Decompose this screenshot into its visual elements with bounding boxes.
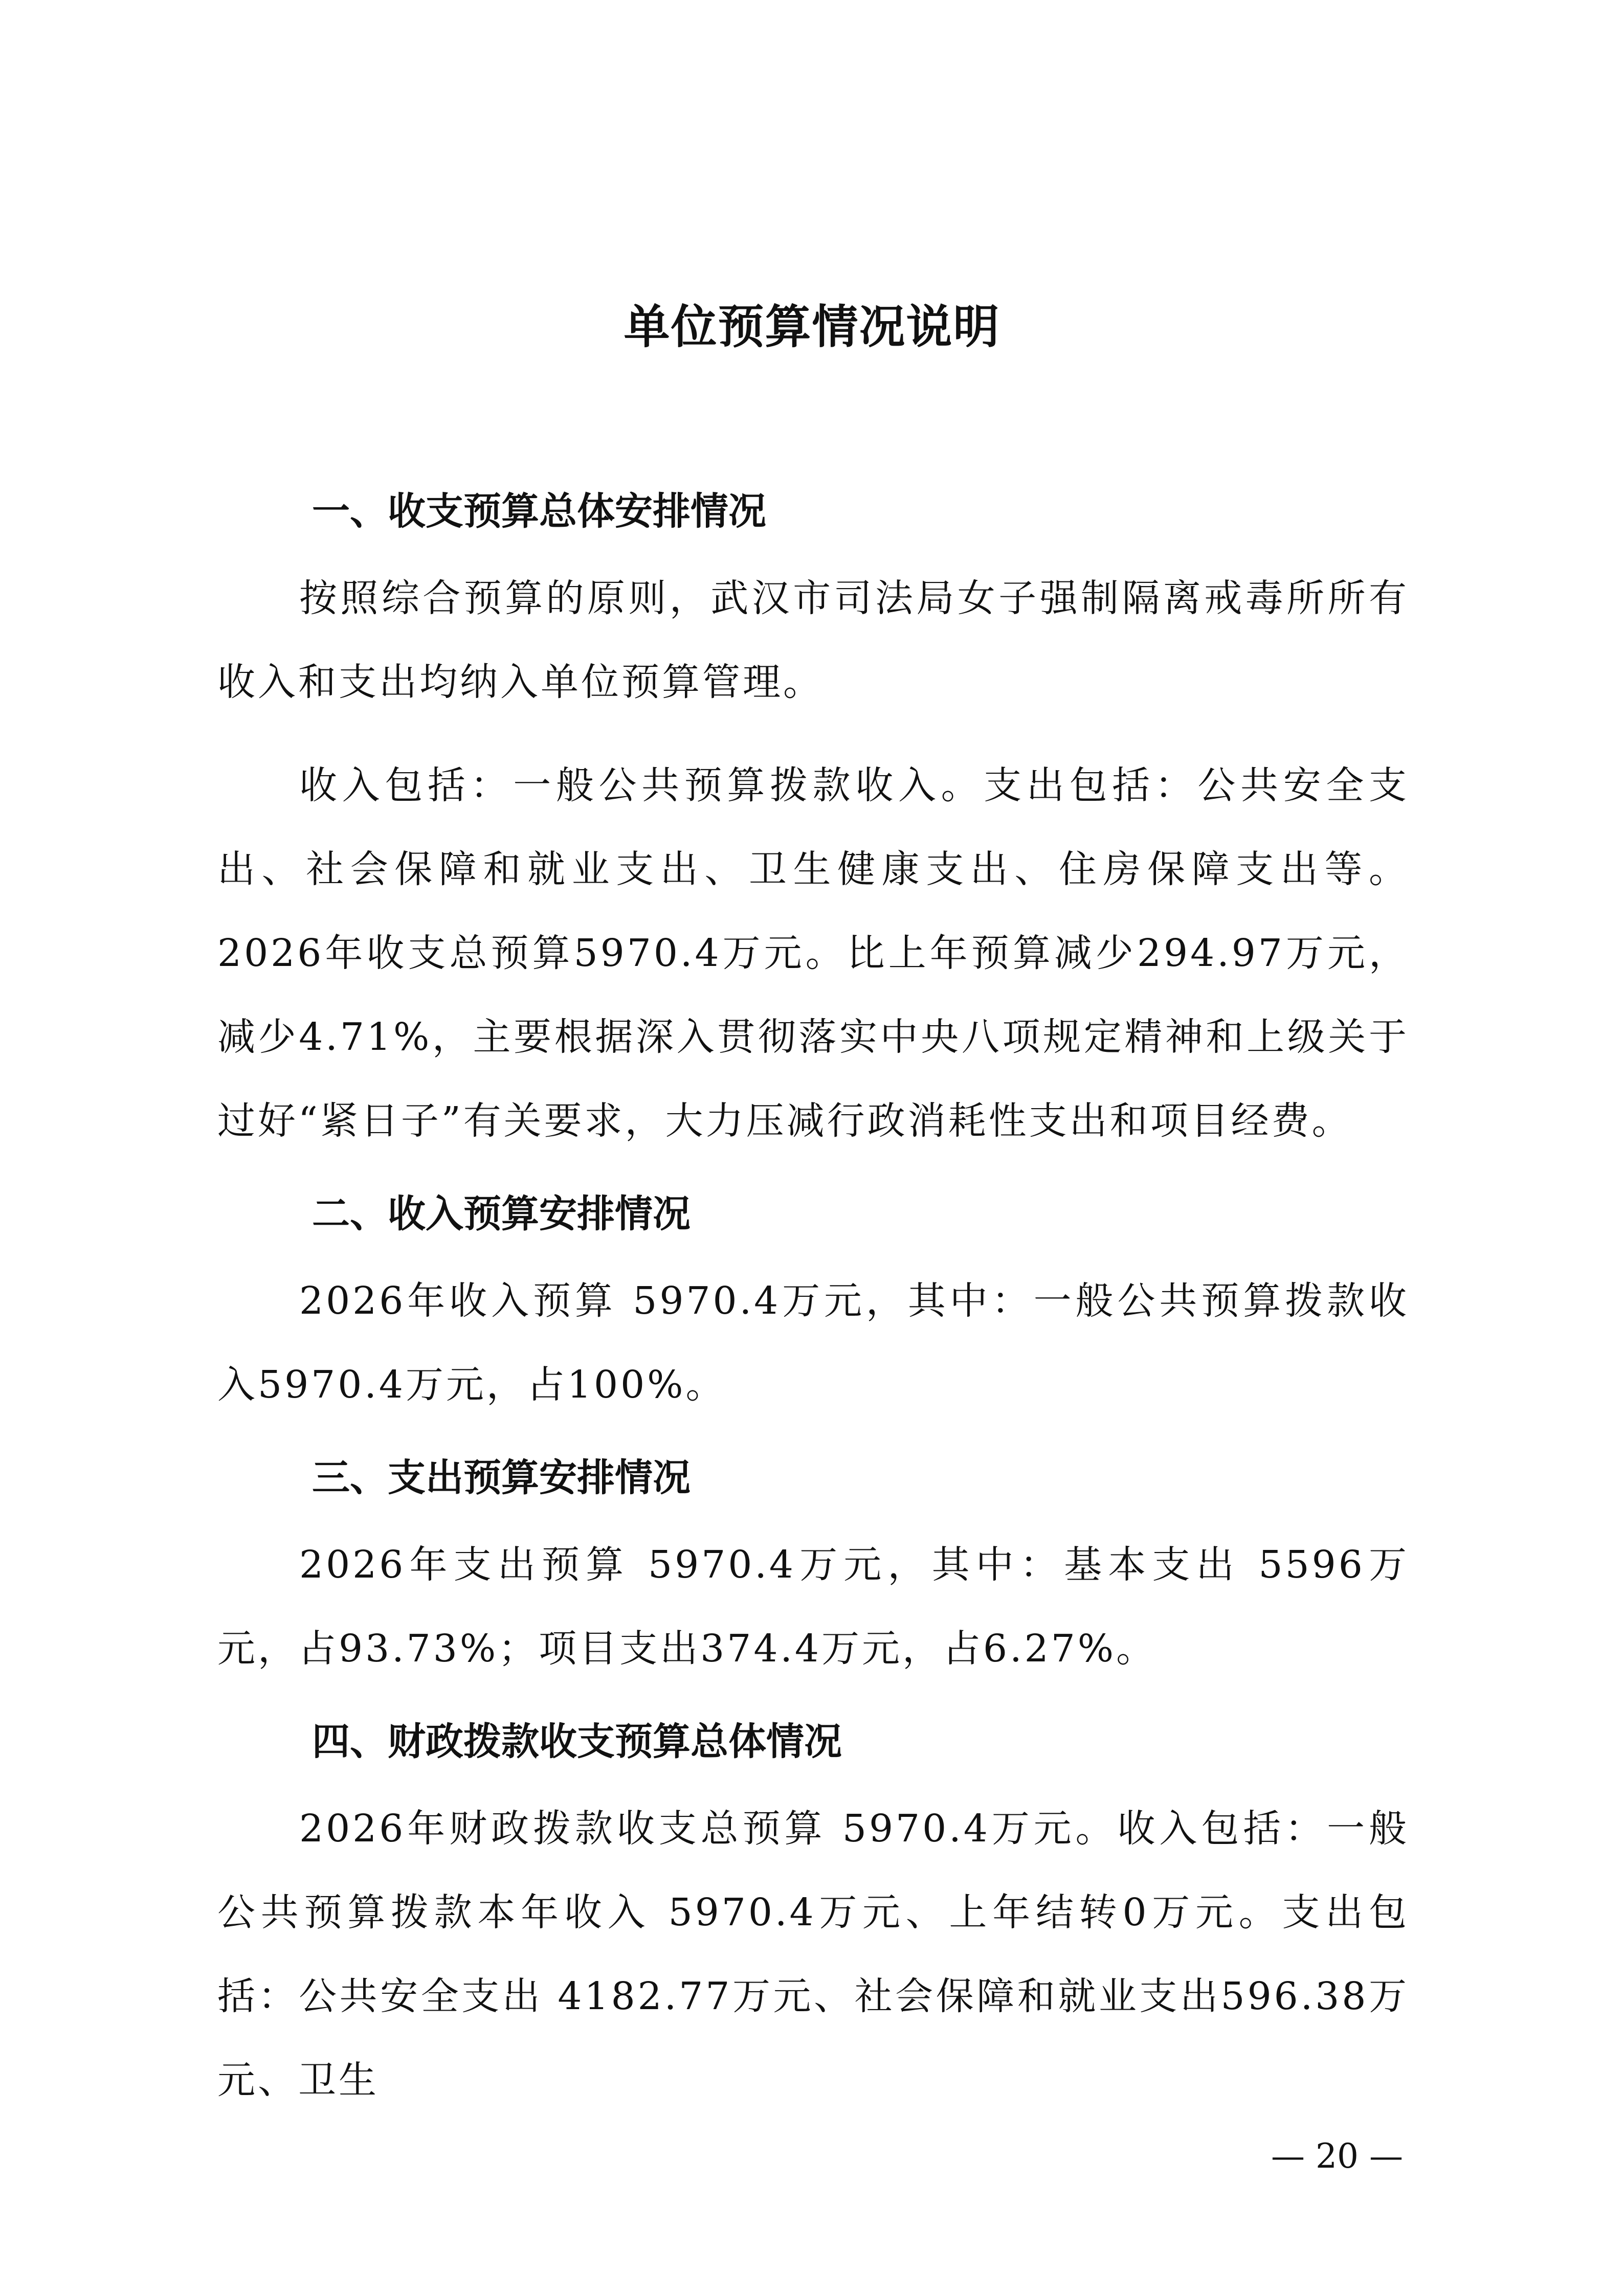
section-4-paragraph-1: 2026年财政拨款收支总预算 5970.4万元。收入包括：一般公共预算拨款本年收入 5970.4万元、上年结转0万元。支出包括：公共安全支出 4182.77万元、社会保障和就业支出596.38万元、卫生 — [217, 1807, 1409, 2102]
section-3-paragraph-1: 2026年支出预算 5970.4万元，其中：基本支出 5596万元，占93.73%；项目支出374.4万元，占6.27%。 — [217, 1543, 1409, 1671]
document-body — [217, 486, 1409, 2122]
section-2-paragraph-1: 2026年收入预算 5970.4万元，其中：一般公共预算拨款收入5970.4万元，占100%。 — [217, 1279, 1409, 1407]
page-number: — 20 — — [1271, 2136, 1403, 2176]
section-heading-2: 二、收入预算安排情况 — [312, 1192, 691, 1236]
section-1-paragraph-2: 收入包括：一般公共预算拨款收入。支出包括：公共安全支出、社会保障和就业支出、卫生健康支出、住房保障支出等。2026年收支总预算5970.4万元。比上年预算减少294.97万元，减少4.71%，主要根据深入贯彻落实中央八项规定精神和上级关于过好“紧日子”有关要求，大力压减行政消耗性支出和项目经费。 — [217, 763, 1409, 1143]
section-heading-4: 四、财政拨款收支预算总体情况 — [312, 1720, 842, 1764]
section-heading-3: 三、支出预算安排情况 — [312, 1456, 691, 1500]
section-heading-1: 一、收支预算总体安排情况 — [312, 489, 766, 533]
page-title: 单位预算情况说明 — [624, 300, 1000, 354]
section-1-paragraph-1: 按照综合预算的原则，武汉市司法局女子强制隔离戒毒所所有收入和支出均纳入单位预算管理。 — [217, 576, 1409, 704]
